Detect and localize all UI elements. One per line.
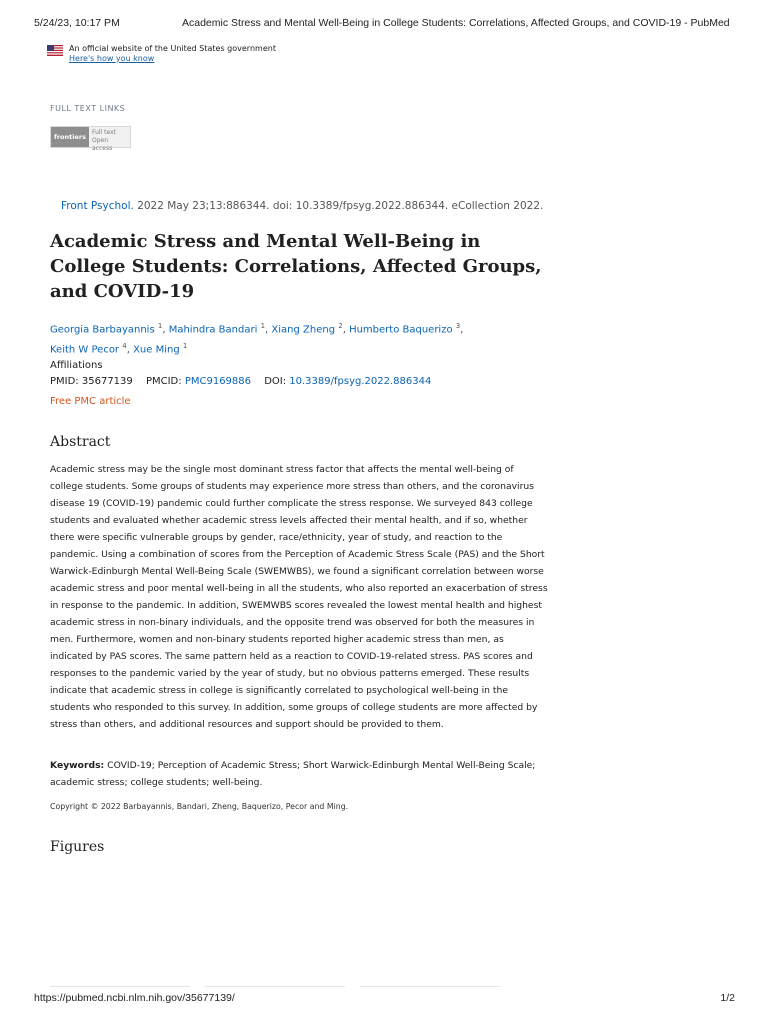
keywords bbox=[50, 757, 540, 791]
affiliation-ref[interactable]: 1 bbox=[260, 322, 266, 330]
free-pmc-article-badge[interactable]: Free PMC article bbox=[50, 396, 131, 407]
print-header bbox=[0, 17, 768, 31]
print-datetime: 5/24/23, 10:17 PM bbox=[34, 17, 120, 29]
pmcid-link[interactable]: PMC9169886 bbox=[184, 376, 252, 387]
full-text-label: Full text bbox=[92, 129, 117, 136]
affiliation-ref[interactable]: 1 bbox=[182, 342, 188, 351]
figure-thumbnail-edge bbox=[205, 986, 345, 987]
print-url: https://pubmed.ncbi.nlm.nih.gov/35677139/ bbox=[34, 992, 235, 1004]
article-title: Academic Stress and Mental Well-Being in College Students: Correlations, Affected Groups, and COVID-19 bbox=[50, 231, 542, 302]
print-page-title: Academic Stress and Mental Well-Being in College Students: Correlations, Affected Groups, and COVID-19 - PubMed bbox=[182, 17, 730, 29]
affiliations-toggle[interactable]: Affiliations bbox=[50, 360, 103, 371]
affiliation-ref[interactable]: 3 bbox=[455, 322, 461, 330]
author-link[interactable]: Xiang Zheng bbox=[271, 324, 336, 336]
abstract-heading: Abstract bbox=[50, 434, 111, 450]
keywords-label: Keywords: bbox=[50, 760, 105, 771]
heres-how-you-know-link[interactable]: Here's how you know bbox=[69, 54, 155, 63]
article-identifiers bbox=[50, 376, 431, 387]
author-link[interactable]: Xue Ming bbox=[133, 344, 180, 356]
author-link[interactable]: Humberto Baquerizo bbox=[349, 324, 453, 336]
pmid-label: PMID: bbox=[50, 376, 79, 387]
figure-thumbnail-edge bbox=[50, 986, 190, 987]
affiliation-ref[interactable]: 4 bbox=[122, 342, 127, 351]
author-link[interactable]: Georgia Barbayannis bbox=[50, 324, 155, 336]
author-link[interactable]: Keith W Pecor bbox=[50, 344, 120, 356]
figure-thumbnail-edge bbox=[360, 986, 500, 987]
frontiers-full-text-button[interactable] bbox=[50, 126, 131, 152]
doi-label: DOI: bbox=[264, 376, 287, 387]
pmcid-label: PMCID: bbox=[145, 376, 182, 387]
abstract-text: Academic stress may be the single most dominant stress factor that affects the mental well-being of college students. Some groups of students may experience more stress than others, and the coronavirus disease 19 (COVID-19) pandemic could further complicate the stress response. We surveyed 843 college students and evaluated whether academic stress levels affected their mental health, and if so, whether there were specific vulnerable groups by gender, race/ethnicity, year of study, and reaction to the pandemic. Using a combination of scores from the Perception of Academic Stress Scale (PAS) and the Short Warwick-Edinburgh Mental Well-Being Scale (SWEMWBS), we found a significant correlation between worse academic stress and poor mental well-being in all the students, who also reported an exacerbation of stress in response to the pandemic. In addition, SWEMWBS scores revealed the lowest mental health and highest academic stress in non-binary individuals, and the opposite trend was observed for both the measures in men. Furthermore, women and non-binary students reported higher academic stress than men, as indicated by PAS scores. The same pattern held as a reaction to COVID-19-related stress. PAS scores and responses to the pandemic varied by the year of study, but no obvious patterns emerged. These results indicate that academic stress in college is significantly correlated to psychological well-being in the students who responded to this survey. In addition, some groups of college students are more affected by stress than others, and additional resources and support should be provided to them. bbox=[50, 464, 548, 730]
copyright-notice: Copyright © 2022 Barbayannis, Bandari, Zheng, Baquerizo, Pecor and Ming. bbox=[50, 802, 349, 811]
journal-link[interactable]: Front Psychol. bbox=[61, 200, 134, 212]
author-link[interactable]: Mahindra Bandari bbox=[168, 324, 258, 336]
full-text-links-label: FULL TEXT LINKS bbox=[50, 104, 126, 113]
author-list: Georgia Barbayannis $^1$, Mahindra Bandari $^1$, Xiang Zheng $^2$, Humberto Baquerizo $^3$, Keith W Pecor $^4$, Xue Ming $^1$ bbox=[50, 322, 464, 356]
pmid-value: 35677139 bbox=[81, 376, 133, 387]
doi-link[interactable]: 10.3389/fpsyg.2022.886344 bbox=[289, 376, 432, 387]
us-flag-icon bbox=[47, 45, 63, 56]
citation-details: 2022 May 23;13:886344. doi: 10.3389/fpsyg.2022.886344. eCollection 2022. bbox=[137, 200, 544, 212]
print-page-number: 1/2 bbox=[720, 992, 735, 1004]
open-access-label: Open access bbox=[92, 137, 113, 152]
affiliation-ref[interactable]: 1 bbox=[157, 322, 163, 330]
gov-banner-text: An official website of the United States government bbox=[69, 44, 276, 53]
figures-heading: Figures bbox=[50, 839, 105, 855]
citation bbox=[61, 200, 543, 212]
keywords-list: COVID-19; Perception of Academic Stress; Short Warwick-Edinburgh Mental Well-Being Scale; academic stress; college students; well-being. bbox=[50, 760, 536, 788]
frontiers-logo: frontiers bbox=[51, 127, 89, 147]
affiliation-ref[interactable]: 2 bbox=[338, 322, 343, 330]
